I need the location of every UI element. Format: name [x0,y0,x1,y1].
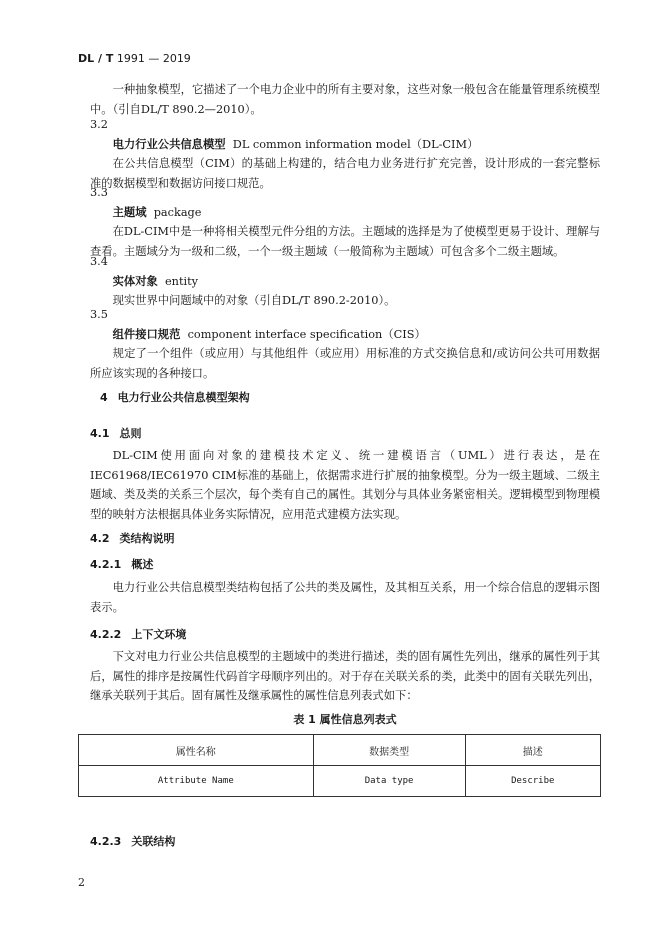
section-3-3 [90,183,600,261]
table-caption: 表 1 属性信息列表式 [293,713,397,726]
clause-number: 3.5 [90,308,108,321]
heading-4: 4 电力行业公共信息模型架构 [100,391,250,404]
table-cell: Attribute Name [79,766,314,797]
table-cell: Describe [465,766,600,797]
section-3-5 [90,305,600,383]
page-number: 2 [78,876,85,889]
heading-4-2-1: 4.2.1 概述 [90,558,154,571]
table-cell: Data type [313,766,465,797]
section-4-1-text: DL-CIM使用面向对象的建模技术定义、统一建模语言（UML）进行表达，是在IEC61968/IEC61970 CIM标准的基础上，依据需求进行扩展的抽象模型。分为一级主题域、二级主题域、类及类的关系三个层次，每个类有自己的属性。其划分与具体业务紧密相关。逻辑模型到物理模型的映射方法根据具体业务实际情况，应用范式建模方法实现。 [90,449,600,521]
table-header-cell: 描述 [465,735,600,766]
page-header [78,52,191,65]
section-4-2-1-text: 电力行业公共信息模型类结构包括了公共的类及属性，及其相互关系，用一个综合信息的逻辑示图表示。 [90,581,600,614]
term-line: 主题域 package [112,205,202,219]
table-header-row [79,735,601,766]
clause-number: 3.3 [90,186,108,199]
heading-4-2-3: 4.2.3 关联结构 [90,835,176,848]
clause-number: 3.4 [90,255,108,268]
heading-4-2-2: 4.2.2 上下文环境 [90,628,187,641]
standard-code: DL / T [78,52,114,65]
definition: 在公共信息模型（CIM）的基础上构建的，结合电力业务进行扩充完善，设计形成的一套完整标准的数据模型和数据访问接口规范。 [90,157,600,190]
term-line: 电力行业公共信息模型 DL common information model（DL-CIM） [112,137,479,151]
definition: 现实世界中问题域中的对象（引自DL/T 890.2-2010）。 [112,294,396,307]
table-header-cell: 属性名称 [79,735,314,766]
heading-4-1: 4.1 总则 [90,427,142,440]
table-row [79,766,601,797]
clause-number: 3.2 [90,118,108,131]
section-3-4 [90,252,600,311]
table-header-cell: 数据类型 [313,735,465,766]
attribute-info-table [78,734,601,797]
term-line: 组件接口规范 component interface specification（CIS） [112,327,426,341]
section-4-2-2-text: 下文对电力行业公共信息模型的主题域中的类进行描述，类的固有属性先列出，继承的属性列于其后，属性的排序是按属性代码首字母顺序列出的。对于存在关联关系的类，此类中的固有关联先列出，继承关联列于其后。固有属性及继承属性的属性信息列表式如下： [90,650,600,702]
definition: 在DL-CIM中是一种将相关模型元件分组的方法。主题域的选择是为了使模型更易于设计、理解与查看。主题域分为一级和二级，一个一级主题域（一般简称为主题域）可包含多个二级主题域。 [90,225,600,258]
intro-paragraph: 一种抽象模型，它描述了一个电力企业中的所有主要对象，这些对象一般包含在能量管理系统模型中。（引自DL/T 890.2—2010）。 [90,83,600,116]
heading-4-2: 4.2 类结构说明 [90,532,175,545]
definition: 规定了一个组件（或应用）与其他组件（或应用）用标准的方式交换信息和/或访问公共可用数据所应该实现的各种接口。 [90,347,600,380]
section-3-2 [90,115,600,193]
standard-number: 1991 — 2019 [116,52,191,65]
term-line: 实体对象 entity [112,274,199,288]
